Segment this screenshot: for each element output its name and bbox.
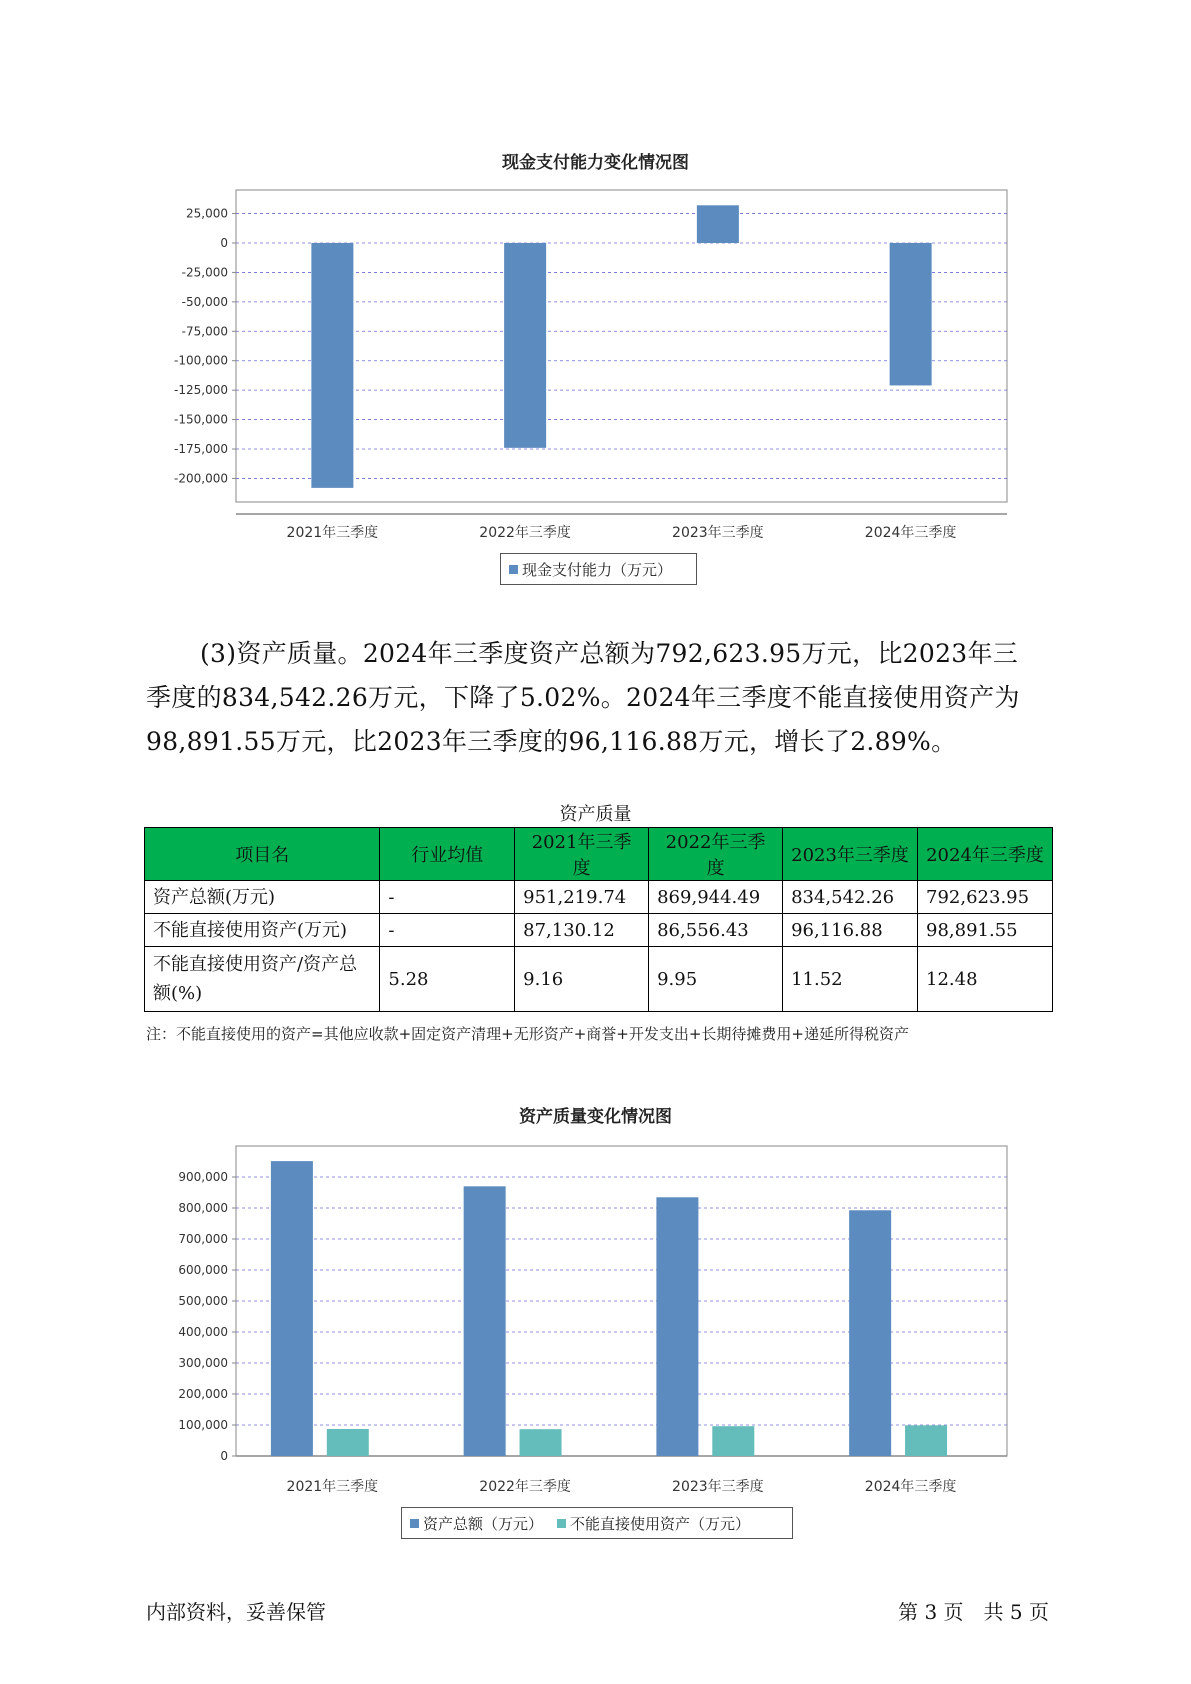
row-label: 不能直接使用资产/资产总额(%) xyxy=(145,947,380,1012)
bar-series2 xyxy=(712,1426,754,1456)
y-tick-label: 0 xyxy=(220,235,228,250)
footer-confidential: 内部资料，妥善保管 xyxy=(146,1600,326,1624)
bar-series1 xyxy=(504,243,546,448)
bar-series1 xyxy=(656,1197,698,1456)
table-header-row xyxy=(145,828,1053,881)
cell: 869,944.49 xyxy=(649,881,783,914)
x-tick-label: 2021年三季度 xyxy=(286,1479,379,1495)
legend-swatch xyxy=(557,1519,566,1528)
legend-item-cash xyxy=(509,559,672,580)
y-tick-label: 900,000 xyxy=(178,1170,228,1184)
cell: 87,130.12 xyxy=(515,914,649,947)
legend-label-total-assets: 资产总额（万元） xyxy=(423,1514,544,1533)
cell: 9.95 xyxy=(649,947,783,1012)
y-tick-label: 100,000 xyxy=(178,1418,228,1432)
x-tick-label: 2022年三季度 xyxy=(479,525,571,541)
y-tick-label: -200,000 xyxy=(174,471,228,486)
bar-series1 xyxy=(890,243,932,385)
bar-series1 xyxy=(311,243,353,488)
cell: 86,556.43 xyxy=(649,914,783,947)
header-2022: 2022年三季度 xyxy=(649,828,783,881)
header-item-name: 项目名 xyxy=(145,828,380,881)
table-row xyxy=(145,914,1053,947)
y-tick-label: 200,000 xyxy=(178,1387,228,1401)
row-label: 资产总额(万元) xyxy=(145,881,380,914)
table-row xyxy=(145,881,1053,914)
y-tick-label: 0 xyxy=(220,1449,228,1463)
asset-quality-table xyxy=(144,827,1053,1012)
y-tick-label: -75,000 xyxy=(181,324,228,339)
cell: 5.28 xyxy=(380,947,515,1012)
header-industry-avg: 行业均值 xyxy=(380,828,515,881)
asset-quality-paragraph xyxy=(146,632,1056,764)
bar-series1 xyxy=(849,1210,891,1456)
y-tick-label: 600,000 xyxy=(178,1263,228,1277)
cell: 792,623.95 xyxy=(918,881,1053,914)
y-tick-label: 800,000 xyxy=(178,1201,228,1215)
legend-item-total-assets xyxy=(410,1513,543,1534)
bar-series1 xyxy=(697,205,739,243)
y-tick-label: -25,000 xyxy=(181,265,228,280)
legend-label-cash: 现金支付能力（万元） xyxy=(522,560,673,579)
header-2021: 2021年三季度 xyxy=(515,828,649,881)
legend-label-unusable-assets: 不能直接使用资产（万元） xyxy=(570,1514,751,1533)
y-tick-label: -100,000 xyxy=(174,353,228,368)
table-note: 注：不能直接使用的资产=其他应收款+固定资产清理+无形资产+商誉+开发支出+长期待摊费用+递延所得税资产 xyxy=(146,1025,909,1043)
bar-series1 xyxy=(464,1186,506,1456)
cell: 834,542.26 xyxy=(783,881,918,914)
y-tick-label: -50,000 xyxy=(181,294,228,309)
cell: - xyxy=(380,881,515,914)
row-label: 不能直接使用资产(万元) xyxy=(145,914,380,947)
legend-item-unusable-assets xyxy=(557,1513,750,1534)
cell: 951,219.74 xyxy=(515,881,649,914)
y-tick-label: -175,000 xyxy=(174,442,228,457)
cell: 11.52 xyxy=(783,947,918,1012)
y-tick-label: -150,000 xyxy=(174,412,228,427)
y-tick-label: 500,000 xyxy=(178,1294,228,1308)
x-tick-label: 2024年三季度 xyxy=(864,525,957,541)
bar-series2 xyxy=(327,1429,369,1456)
bar-series1 xyxy=(271,1161,313,1456)
x-tick-label: 2022年三季度 xyxy=(479,1479,571,1495)
y-tick-label: 700,000 xyxy=(178,1232,228,1246)
x-tick-label: 2023年三季度 xyxy=(672,525,764,541)
header-2023: 2023年三季度 xyxy=(783,828,918,881)
cash-payment-chart xyxy=(0,0,1191,600)
x-tick-label: 2021年三季度 xyxy=(286,525,379,541)
legend-swatch xyxy=(410,1519,419,1528)
assets-chart-legend xyxy=(401,1507,793,1539)
y-tick-label: 300,000 xyxy=(178,1356,228,1370)
paragraph-line-3: 98,891.55万元，比2023年三季度的96,116.88万元，增长了2.89%。 xyxy=(146,727,957,756)
cell: - xyxy=(380,914,515,947)
x-tick-label: 2023年三季度 xyxy=(672,1479,764,1495)
paragraph-line-2: 季度的834,542.26万元，下降了5.02%。2024年三季度不能直接使用资产为 xyxy=(146,683,1020,712)
footer-page-number: 第 3 页 共 5 页 xyxy=(898,1600,1049,1624)
cash-chart-legend xyxy=(500,553,697,585)
bar-series2 xyxy=(905,1425,947,1456)
y-tick-label: 400,000 xyxy=(178,1325,228,1339)
y-tick-label: 25,000 xyxy=(186,206,228,221)
table-row xyxy=(145,947,1053,1012)
cell: 9.16 xyxy=(515,947,649,1012)
assets-chart-title: 资产质量变化情况图 xyxy=(519,1107,672,1127)
y-tick-label: -125,000 xyxy=(174,383,228,398)
cash-chart-title: 现金支付能力变化情况图 xyxy=(502,153,689,173)
x-tick-label: 2024年三季度 xyxy=(864,1479,957,1495)
cell: 96,116.88 xyxy=(783,914,918,947)
paragraph-line-1: (3)资产质量。2024年三季度资产总额为792,623.95万元，比2023年三 xyxy=(200,639,1019,668)
header-2024: 2024年三季度 xyxy=(918,828,1053,881)
legend-swatch xyxy=(509,565,518,574)
cell: 12.48 xyxy=(918,947,1053,1012)
asset-quality-chart xyxy=(0,1100,1191,1520)
cell: 98,891.55 xyxy=(918,914,1053,947)
bar-series2 xyxy=(520,1429,562,1456)
table-caption: 资产质量 xyxy=(559,804,632,825)
